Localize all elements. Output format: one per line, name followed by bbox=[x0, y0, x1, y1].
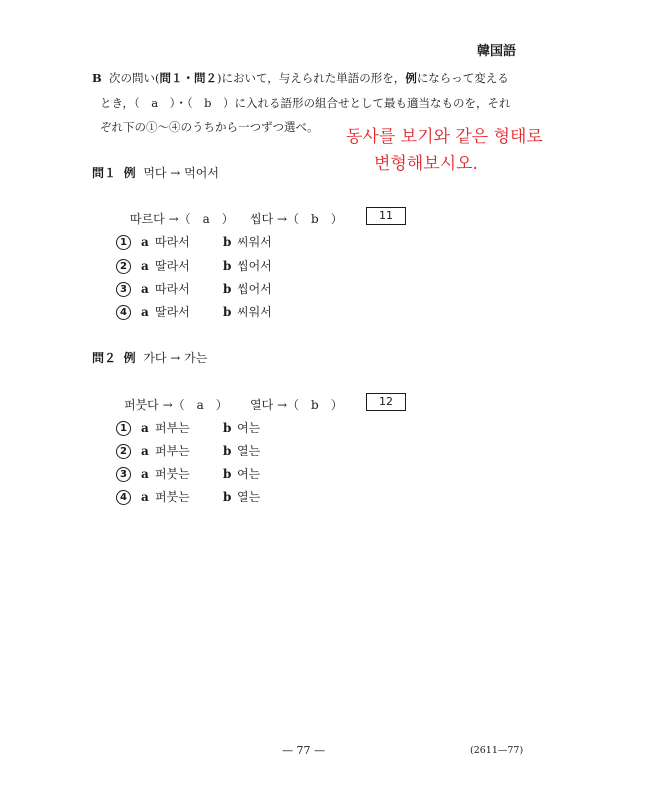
option-b-word: 씨워서 bbox=[237, 235, 272, 249]
example-label: 例 bbox=[123, 351, 136, 365]
option-number-circle: 4 bbox=[116, 305, 131, 320]
option-a-word: 따라서 bbox=[155, 282, 190, 296]
option-a-label: a bbox=[141, 444, 149, 458]
option-a-word: 퍼붓는 bbox=[155, 467, 190, 481]
option-a-word: 퍼부는 bbox=[155, 421, 190, 435]
option-number-circle: 2 bbox=[116, 444, 131, 459]
instruction-bold: 例 bbox=[405, 71, 417, 85]
option-number-circle: 3 bbox=[116, 282, 131, 297]
option-a-label: a bbox=[141, 259, 149, 273]
instruction-text: にならって変える bbox=[416, 71, 509, 85]
option-a-label: a bbox=[141, 282, 149, 296]
option-b-label: b bbox=[223, 282, 232, 296]
example-label: 例 bbox=[123, 166, 136, 180]
option-b-word: 열는 bbox=[237, 444, 261, 458]
option-a-label: a bbox=[141, 467, 149, 481]
option-a-word: 퍼부는 bbox=[155, 444, 190, 458]
option-row bbox=[116, 488, 260, 505]
document-code: (2611—77) bbox=[470, 745, 524, 756]
option-b-label: b bbox=[223, 235, 232, 249]
handwritten-note-line-1: 동사를 보기와 같은 형태로 bbox=[346, 127, 543, 147]
option-row bbox=[116, 419, 260, 436]
subject-heading: 韓国語 bbox=[476, 44, 516, 59]
instruction-line-1 bbox=[92, 70, 509, 86]
instruction-text: )において，与えられた単語の形を， bbox=[217, 71, 406, 85]
answer-box-11: 11 bbox=[366, 207, 406, 225]
option-b-label: b bbox=[223, 421, 232, 435]
option-a-label: a bbox=[141, 235, 149, 249]
option-row bbox=[116, 280, 272, 297]
instruction-line-2: とき，（ a ）・（ b ）に入れる語形の組合せとして最も適当なものを，それ bbox=[100, 96, 511, 110]
option-b-word: 여는 bbox=[237, 467, 261, 481]
option-b-label: b bbox=[223, 490, 232, 504]
handwritten-note-line-2: 변형해보시오. bbox=[374, 154, 478, 174]
option-row bbox=[116, 303, 272, 320]
option-a-label: a bbox=[141, 421, 149, 435]
option-number-circle: 1 bbox=[116, 235, 131, 250]
option-row bbox=[116, 442, 260, 459]
option-b-word: 여는 bbox=[237, 421, 261, 435]
option-b-word: 씨워서 bbox=[237, 305, 272, 319]
option-b-label: b bbox=[223, 305, 232, 319]
problem-1-right: 씹다 →（ b ） bbox=[250, 212, 343, 226]
option-a-word: 딸라서 bbox=[155, 305, 190, 319]
option-b-label: b bbox=[223, 444, 232, 458]
page-number: — 77 — bbox=[282, 744, 325, 757]
question-label: 問１ bbox=[92, 166, 117, 180]
option-b-label: b bbox=[223, 259, 232, 273]
option-row bbox=[116, 233, 272, 250]
answer-box-12: 12 bbox=[366, 393, 406, 411]
section-letter: B bbox=[92, 71, 102, 85]
example-text: 가다 → 가는 bbox=[143, 351, 208, 365]
option-number-circle: 3 bbox=[116, 467, 131, 482]
option-row bbox=[116, 465, 260, 482]
question-label: 問２ bbox=[92, 351, 117, 365]
option-b-word: 씹어서 bbox=[237, 282, 272, 296]
option-a-label: a bbox=[141, 490, 149, 504]
problem-1-left: 따르다 →（ a ） bbox=[130, 212, 234, 226]
option-number-circle: 4 bbox=[116, 490, 131, 505]
instruction-bold: 問１・問２ bbox=[159, 71, 218, 85]
option-a-word: 따라서 bbox=[155, 235, 190, 249]
option-b-word: 씹어서 bbox=[237, 259, 272, 273]
instruction-text: 次の問い( bbox=[109, 71, 160, 85]
option-number-circle: 1 bbox=[116, 421, 131, 436]
option-a-label: a bbox=[141, 305, 149, 319]
option-b-label: b bbox=[223, 467, 232, 481]
option-number-circle: 2 bbox=[116, 259, 131, 274]
example-text: 먹다 → 먹어서 bbox=[143, 166, 219, 180]
problem-2-right: 열다 →（ b ） bbox=[250, 398, 343, 412]
instruction-line-3: ぞれ下の①〜④のうちから一つずつ選べ。 bbox=[100, 120, 319, 134]
question-1-header bbox=[92, 164, 219, 181]
option-a-word: 퍼붓는 bbox=[155, 490, 190, 504]
problem-2-left: 퍼붓다 →（ a ） bbox=[124, 398, 228, 412]
option-row bbox=[116, 257, 272, 274]
option-a-word: 딸라서 bbox=[155, 259, 190, 273]
option-b-word: 열는 bbox=[237, 490, 261, 504]
question-2-header bbox=[92, 349, 207, 366]
